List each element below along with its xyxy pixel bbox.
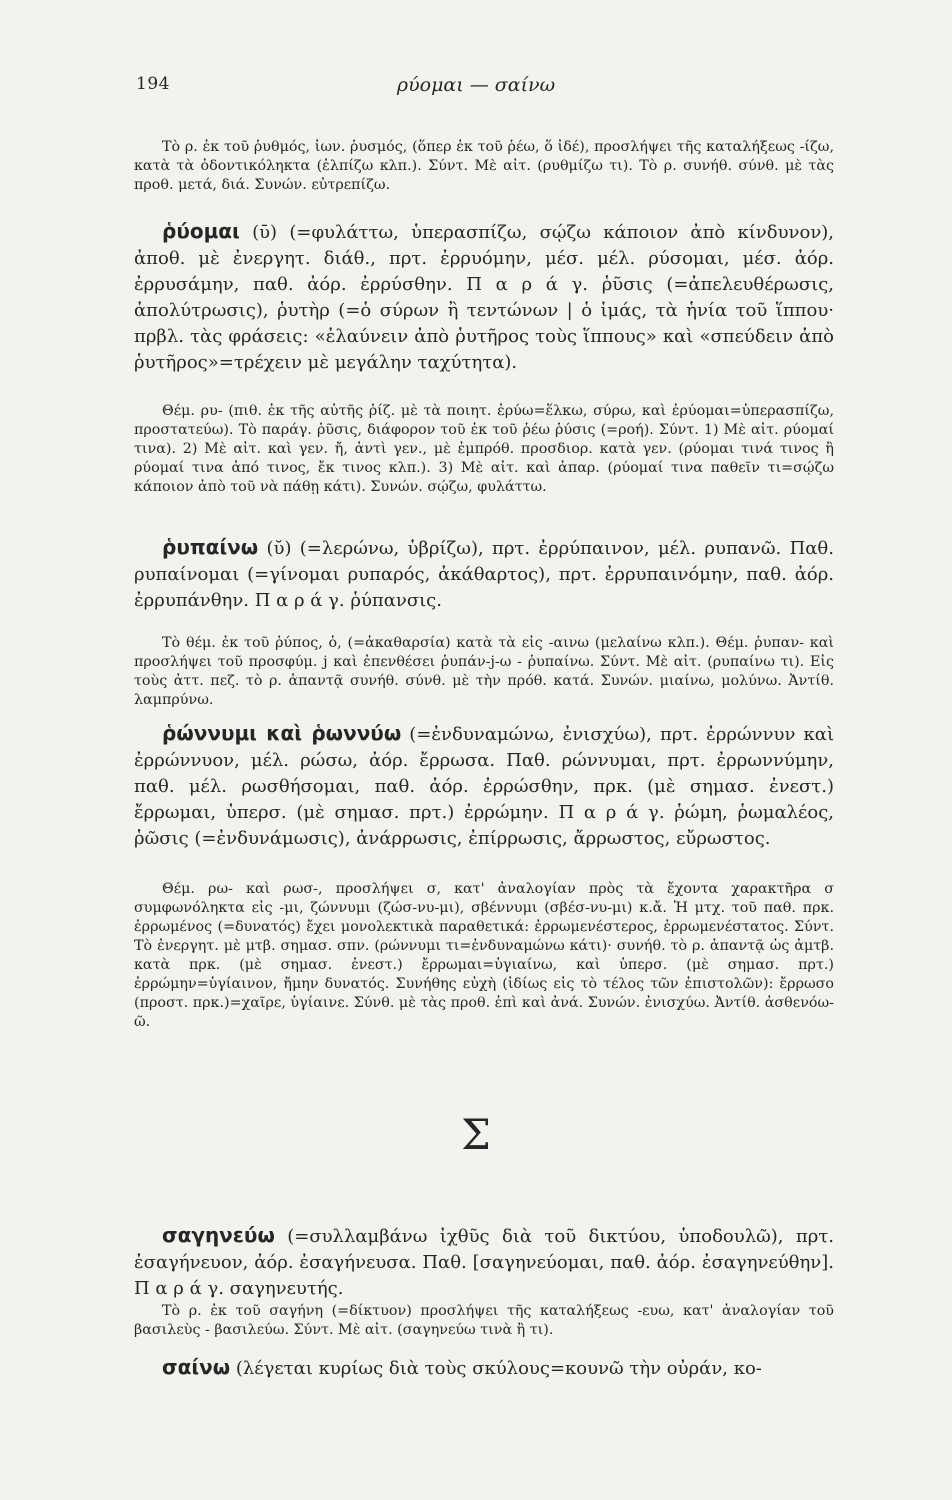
entry-text: [134, 1354, 834, 1382]
entry-rupaino: [134, 534, 834, 614]
note-text: Τὸ ρ. ἐκ τοῦ σαγήνη (=δίκτυον) προσλήψει τῆς καταλήξεως -ευω, κατ' ἀναλογίαν τοῦ βασιλεὺς - βασιλεύω. Σύντ. Μὲ αἰτ. (σαγηνεύω τινὰ ἢ τι).: [134, 1303, 834, 1338]
entry-text: [134, 218, 834, 376]
entry-text: [134, 720, 834, 852]
entry-definition: (ῠ) (=λερώνω, ὑβρίζω), πρτ. ἐρρύπαινον, μέλ. ρυπανῶ. Παθ. ρυπαίνομαι (=γίνομαι ρυπαρός, ἀκάθαρτος), πρτ. ἐρρυπαινόμην, παθ. ἀόρ. ἐρρυπάνθην. Π α ρ ά γ. ῥύπανσις.: [134, 538, 834, 611]
entry-definition: (ῡ) (=φυλάττω, ὑπερασπίζω, σῴζω κάποιον ἀπὸ κίνδυνον), ἀποθ. μὲ ἐνεργητ. διάθ., πρτ. ἐρρυόμην, μέσ. μέλ. ρύσομαι, μέσ. ἀόρ. ἐρρυσάμην, παθ. ἀόρ. ἐρρύσθην. Π α ρ ά γ. ῥῦσις (=ἀπελευθέρωσις, ἀπολύτρωσις), ῥυτὴρ (=ὁ σύρων ἢ τεντώνων | ὁ ἱμάς, τὰ ἡνία τοῦ ἵππου· πρβλ. τὰς φράσεις: «ἐλαύνειν ἀπὸ ῥυτῆρος τοὺς ἵππους» καὶ «σπεύδειν ἀπὸ ῥυτῆρος»=τρέχειν μὲ μεγάλην ταχύτητα).: [134, 222, 834, 373]
entry-sageneuo: [134, 1222, 834, 1302]
headword: ῥυπαίνω: [162, 535, 259, 559]
page-number: 194: [136, 74, 170, 94]
entry-definition: (λέγεται κυρίως διὰ τοὺς σκύλους=κουνῶ τὴν οὐράν, κο-: [230, 1358, 762, 1379]
note-text: Τὸ ρ. ἐκ τοῦ ῥυθμός, ἰων. ῥυσμός, (ὅπερ ἐκ τοῦ ῥέω, ὅ ἰδέ), προσλήψει τῆς καταλήξεως -ίζω, κατὰ τὰ ὀδοντικόληκτα (ἐλπίζω κλπ.). Σύντ. Μὲ αἰτ. (ρυθμίζω τι). Τὸ ρ. συνήθ. σύνθ. μὲ τὰς προθ. μετά, διά. Συνών. εὐτρεπίζω.: [134, 139, 834, 193]
entry-ruomai-note: [134, 402, 834, 497]
section-letter-sigma: Σ: [461, 1110, 491, 1159]
entry-text: [134, 1222, 834, 1302]
entry-rhonnumi-note: [134, 880, 834, 1032]
entry-definition: (=ἐνδυναμώνω, ἐνισχύω), πρτ. ἐρρώννυν καὶ ἐρρώννυον, μέλ. ρώσω, ἀόρ. ἔρρωσα. Παθ. ρώννυμαι, πρτ. ἐρρωννύμην, παθ. μέλ. ρωσθήσομαι, παθ. ἀόρ. ἐρρώσθην, πρκ. (μὲ σημασ. ἐνεστ.) ἔρρωμαι, ὑπερσ. (μὲ σημασ. πρτ.) ἐρρώμην. Π α ρ ά γ. ῥώμη, ῥωμαλέος, ῥῶσις (=ἐνδυνάμωσις), ἀνάρρωσις, ἐπίρρωσις, ἄρρωστος, εὔρωστος.: [134, 724, 834, 849]
entry-definition: (=συλλαμβάνω ἰχθῦς διὰ τοῦ δικτύου, ὑποδουλῶ), πρτ. ἐσαγήνευον, ἀόρ. ἐσαγήνευσα. Παθ. [σαγηνεύομαι, παθ. ἀόρ. ἐσαγηνεύθην]. Π α ρ ά γ. σαγηνευτής.: [134, 1226, 834, 1299]
entry-saino: [134, 1354, 834, 1382]
entry-sageneuo-note: [134, 1302, 834, 1340]
entry-rupaino-note: [134, 634, 834, 710]
headword: σαγηνεύω: [162, 1223, 275, 1247]
entry-rhonnumi: [134, 720, 834, 852]
note-text: Θέμ. ρυ- (πιθ. ἐκ τῆς αὐτῆς ῥίζ. μὲ τὰ ποιητ. ἐρύω=ἕλκω, σύρω, καὶ ἐρύομαι=ὑπερασπίζω, προστατεύω). Τὸ παράγ. ῥῦσις, διάφορον τοῦ ἐκ τοῦ ῥέω ῥύσις (=ροή). Σύντ. 1) Μὲ αἰτ. ρύομαί τινα). 2) Μὲ αἰτ. καὶ γεν. ἤ, ἀντὶ γεν., μὲ ἐμπρόθ. προσδιορ. κατὰ γεν. (ρύομαι τινά τινος ἢ ρύομαί τινα ἀπό τινος, ἔκ τινος κλπ.). 3) Μὲ αἰτ. καὶ ἀπαρ. (ρύομαί τινα παθεῖν τι=σῴζω κάποιον ἀπὸ τοῦ νὰ πάθῃ κάτι). Συνών. σῴζω, φυλάττω.: [134, 403, 834, 495]
running-head: ρύομαι — σαίνω: [396, 74, 556, 96]
entry-text: [134, 534, 834, 614]
headword: σαίνω: [162, 1355, 231, 1379]
entry-ruomai: [134, 218, 834, 376]
headword: ῥώννυμι καὶ ῥωννύω: [162, 721, 402, 745]
headword: ῥύομαι: [162, 219, 240, 243]
note-text: Θέμ. ρω- καὶ ρωσ-, προσλήψει σ, κατ' ἀναλογίαν πρὸς τὰ ἔχοντα χαρακτῆρα σ συμφωνόληκτα εἰς -μι, ζώννυμι (ζώσ-νυ-μι), σβέννυμι (σβέσ-νυ-μι) κ.ἄ. Ἡ μτχ. τοῦ παθ. πρκ. ἐρρωμένος (=δυνατός) ἔχει μονολεκτικὰ παραθετικά: ἐρρωμενέστερος, ἐρρωμενέστατος. Σύντ. Τὸ ἐνεργητ. μὲ μτβ. σημασ. σπν. (ρώννυμι τι=ἐνδυναμώνω κάτι)· συνήθ. τὸ ρ. ἀπαντᾷ ὡς ἀμτβ. κατὰ πρκ. (μὲ σημασ. ἐνεστ.) ἔρρωμαι=ὑγιαίνω, καὶ ὑπερσ. (μὲ σημασ. πρτ.) ἐρρώμην=ὑγίαινον, ἤμην δυνατός. Συνήθης εὐχὴ (ἰδίως εἰς τὸ τέλος τῶν ἐπιστολῶν): ἔρρωσο (προστ. πρκ.)=χαῖρε, ὑγίαινε. Σύνθ. μὲ τὰς προθ. ἐπὶ καὶ ἀνά. Συνών. ἐνισχύω. Ἀντίθ. ἀσθενόω-ῶ.: [134, 881, 834, 1030]
note-text: Τὸ θέμ. ἐκ τοῦ ῥύπος, ὁ, (=ἀκαθαρσία) κατὰ τὰ εἰς -αινω (μελαίνω κλπ.). Θέμ. ῥυπαν- καὶ προσλήψει τοῦ προσφύμ. j καὶ ἐπενθέσει ῥυπάν-j-ω - ῥυπαίνω. Σύντ. Μὲ αἰτ. (ρυπαίνω τι). Εἰς τοὺς ἀττ. πεζ. τὸ ρ. ἀπαντᾷ συνήθ. σύνθ. μὲ τὴν πρόθ. κατά. Συνών. μιαίνω, μολύνω. Ἀντίθ. λαμπρύνω.: [134, 635, 834, 708]
etymology-note-ruthmizo: [134, 138, 834, 195]
